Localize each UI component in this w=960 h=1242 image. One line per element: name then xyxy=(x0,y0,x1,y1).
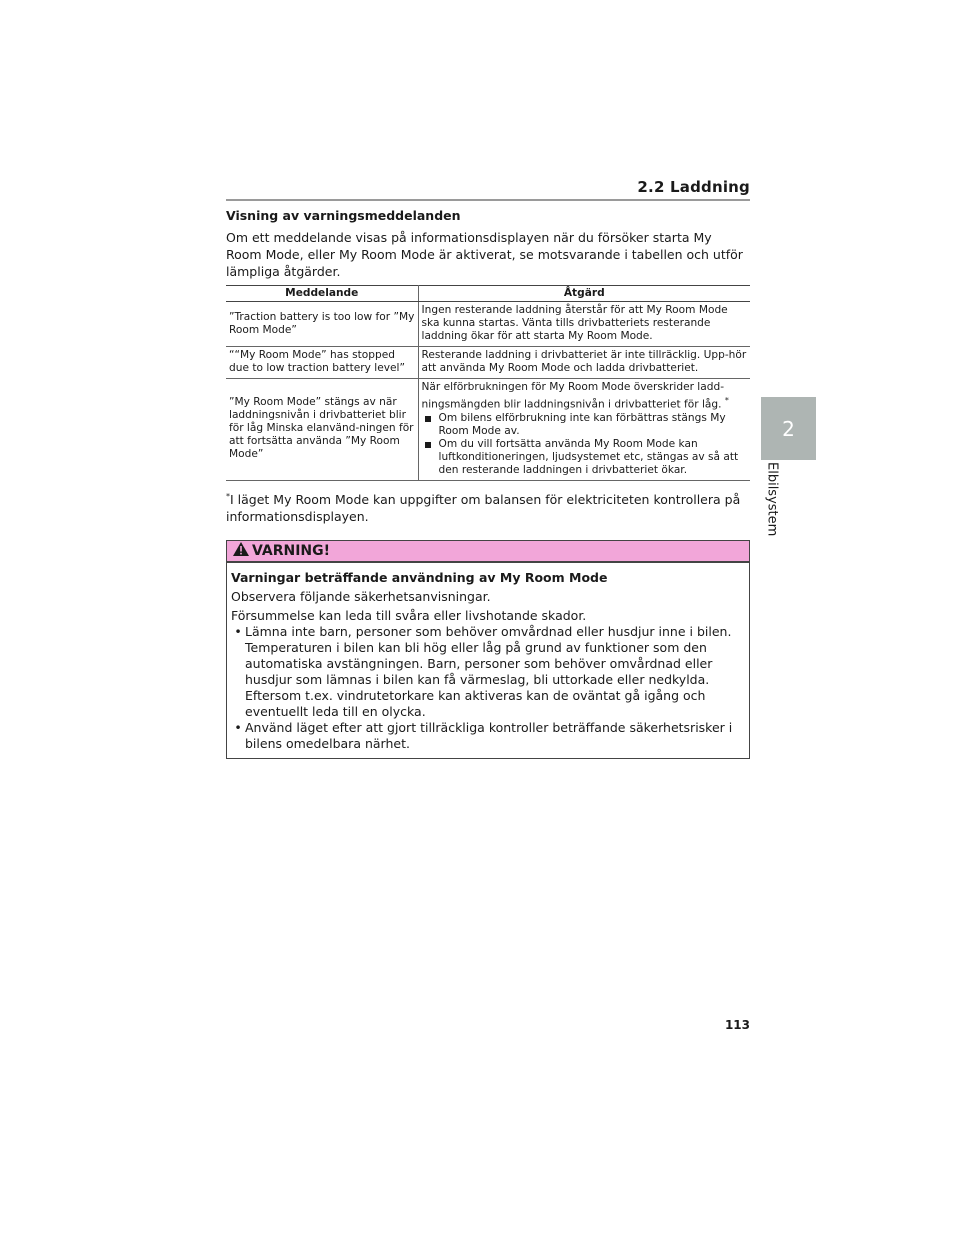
table-cell-action: Ingen resterande laddning återstår för att My Room Mode ska kunna startas. Vänta tills drivbatteriets resterande laddning ökar för att starta My Room Mode. xyxy=(418,302,750,347)
warning-title: VARNING! xyxy=(252,542,331,559)
footnote-text: I läget My Room Mode kan uppgifter om balansen för elektriciteten kontrollera på informationsdisplayen. xyxy=(226,491,741,524)
warning-body xyxy=(227,563,749,758)
warning-header xyxy=(227,541,749,563)
warning-line: Observera följande säkerhetsanvisningar. xyxy=(231,588,491,604)
section-intro: Om ett meddelande visas på informationsdisplayen när du försöker starta My Room Mode, eller My Room Mode är aktiverat, se motsvarande i tabellen och utför lämpliga åtgärder. xyxy=(226,230,743,279)
square-bullet-icon xyxy=(425,442,431,448)
table-cell-message: ““My Room Mode” has stopped due to low traction battery level” xyxy=(226,347,418,379)
warning-bullet-text: Lämna inte barn, personer som behöver omvårdnad eller husdjur inne i bilen. Temperaturen i bilen kan bli hög eller låg på grund av funktioner som den automatiska avstängningen. Barn, personer som behöver omvårdnad eller husdjur som lämnas i bilen kan få värmeslag, bli uttorkade eller nedkylda. Eftersom t.ex. vindrutetorkare kan aktiveras kan de oväntat gå igång och eventuellt leda till en olycka. xyxy=(245,623,732,719)
footnote-marker: * xyxy=(226,491,230,501)
section-title: Visning av varningsmeddelanden xyxy=(226,208,461,223)
table-cell-message: ”Traction battery is too low for ”My Room Mode” xyxy=(226,302,418,347)
table-row xyxy=(226,302,750,347)
list-item xyxy=(422,412,748,438)
action-text xyxy=(422,381,748,412)
footnote-marker: * xyxy=(724,396,729,405)
table-row xyxy=(226,379,750,481)
warning-triangle-icon xyxy=(233,542,249,560)
page-content xyxy=(226,208,750,759)
warning-bullet-text: Använd läget efter att gjort tillräckliga kontroller beträffande säkerhetsrisker i bilens omedelbara närhet. xyxy=(245,719,733,751)
bullet-text: Om du vill fortsätta använda My Room Mode kan luftkonditioneringen, ljudsystemet etc, stängas av så att den resterande laddningen i drivbatteriet ökar. xyxy=(438,437,739,476)
action-main-text: När elförbrukningen för My Room Mode överskrider ladd-ningsmängden blir laddningsnivån i drivbatteriet för låg. xyxy=(421,381,725,411)
message-table xyxy=(226,285,750,481)
header-rule xyxy=(226,199,750,201)
chapter-label: Elbilsystem xyxy=(764,462,780,537)
table-header-row xyxy=(226,286,750,302)
list-item xyxy=(231,720,743,752)
table-header-action: Åtgärd xyxy=(418,286,750,302)
table-header-message: Meddelande xyxy=(226,286,418,302)
square-bullet-icon xyxy=(425,416,431,422)
table-row xyxy=(226,347,750,379)
warning-line: Försummelse kan leda till svåra eller livshotande skador. xyxy=(231,607,587,623)
bullet-dot-icon: • xyxy=(234,623,242,639)
table-cell-message: ”My Room Mode” stängs av när laddningsnivån i drivbatteriet blir för låg Minska elanvänd-ningen för att fortsätta använda ”My Room Mode” xyxy=(226,379,418,481)
table-cell-action xyxy=(418,379,750,481)
bullet-text: Om bilens elförbrukning inte kan förbättras stängs My Room Mode av. xyxy=(438,411,726,437)
page-number: 113 xyxy=(724,1018,750,1032)
warning-box xyxy=(226,540,750,759)
chapter-number: 2 xyxy=(782,416,795,441)
section-header-title: 2.2 Laddning xyxy=(637,178,750,196)
list-item xyxy=(422,438,748,477)
chapter-tab xyxy=(761,397,816,460)
warning-subtitle: Varningar beträffande användning av My Room Mode xyxy=(231,569,608,585)
footnote xyxy=(226,488,750,525)
bullet-dot-icon: • xyxy=(234,719,242,735)
list-item xyxy=(231,624,743,720)
table-cell-action: Resterande laddning i drivbatteriet är inte tillräcklig. Upp-hör att använda My Room Mode och ladda drivbatteriet. xyxy=(418,347,750,379)
